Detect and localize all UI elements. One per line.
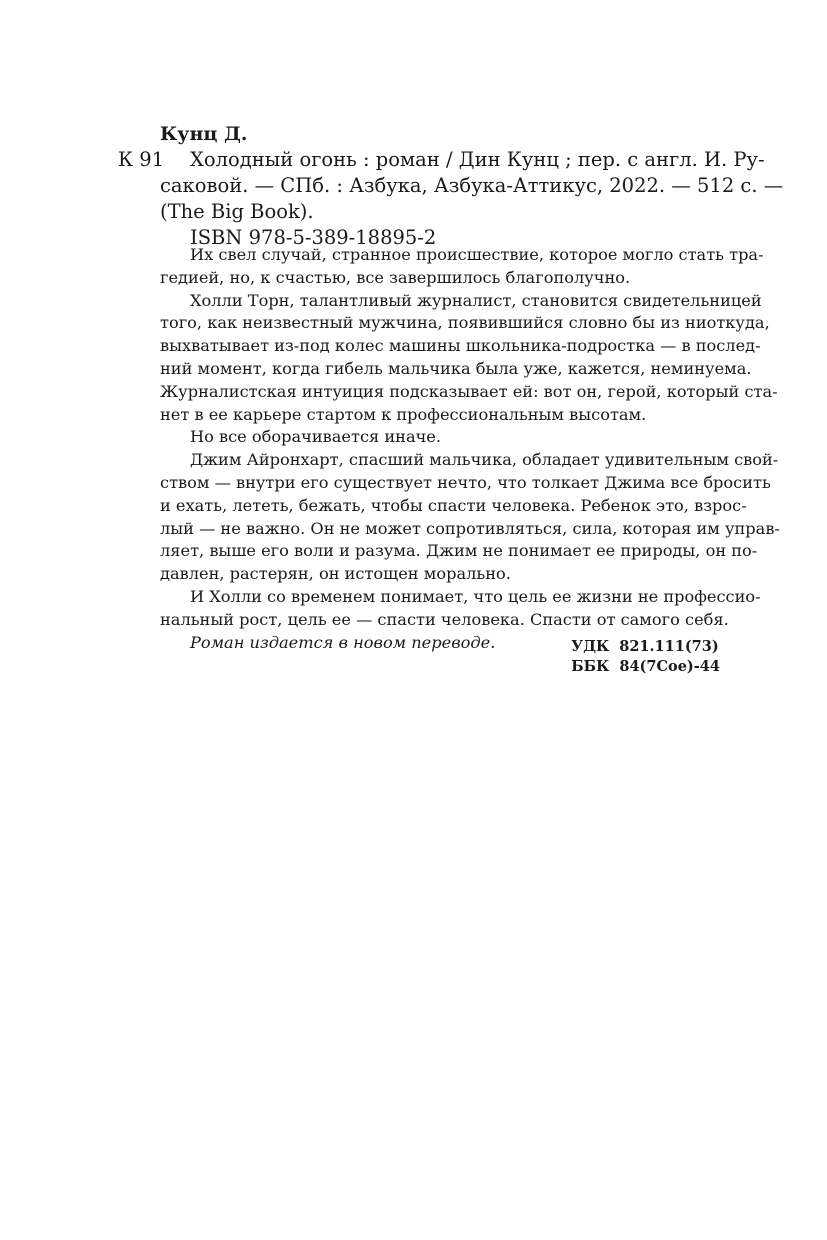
- annotation-line: того, как неизвестный мужчина, появившийся словно бы из ниоткуда,: [160, 313, 770, 333]
- annotation-line: И Холли со временем понимает, что цель ее жизни не профессио-: [190, 586, 761, 606]
- annotation-line: Холли Торн, талантливый журналист, становится свидетельницей: [190, 290, 762, 310]
- author-mark: К 91: [118, 148, 165, 171]
- annotation: [160, 244, 780, 654]
- annotation-line: и ехать, лететь, бежать, чтобы спасти человека. Ребенок это, взрос-: [160, 495, 747, 515]
- bbk-code: ББК 84(7Сое)-44: [571, 658, 720, 675]
- annotation-line: лый — не важно. Он не может сопротивляться, сила, которая им управ-: [160, 518, 780, 538]
- annotation-line: давлен, растерян, он истощен морально.: [160, 564, 511, 584]
- annotation-line: Но все оборачивается иначе.: [190, 427, 442, 447]
- bib-line: Холодный огонь : роман / Дин Кунц ; пер. с англ. И. Ру-: [190, 148, 765, 171]
- annotation-line: Их свел случай, странное происшествие, которое могло стать тра-: [190, 245, 764, 264]
- annotation-line: нальный рост, цель ее — спасти человека. Спасти от самого себя.: [160, 609, 729, 629]
- bib-line: саковой. — СПб. : Азбука, Азбука-Аттикус, 2022. — 512 с. —: [160, 174, 784, 197]
- isbn: ISBN 978-5-389-18895-2: [190, 226, 437, 249]
- annotation-line: Джим Айронхарт, спасший мальчика, обладает удивительным свой-: [190, 450, 779, 470]
- annotation-line: ний момент, когда гибель мальчика была уже, кажется, неминуема.: [160, 358, 752, 378]
- bib-line: (The Big Book).: [160, 200, 314, 223]
- classification-codes: [571, 637, 720, 677]
- udk-code: УДК 821.111(73): [571, 638, 719, 655]
- translation-note: Роман издается в новом переводе.: [190, 632, 496, 652]
- annotation-line: гедией, но, к счастью, все завершилось благополучно.: [160, 267, 631, 287]
- annotation-line: выхватывает из-под колес машины школьника-подростка — в послед-: [160, 336, 761, 356]
- bibliographic-description: [160, 147, 784, 225]
- annotation-line: нет в ее карьере стартом к профессиональным высотам.: [160, 404, 647, 424]
- annotation-line: ляет, выше его воли и разума. Джим не понимает ее природы, он по-: [160, 541, 758, 561]
- annotation-line: ством — внутри его существует нечто, что толкает Джима все бросить: [160, 472, 771, 492]
- annotation-line: Журналистская интуиция подсказывает ей: вот он, герой, который ста-: [160, 381, 778, 401]
- author-heading: Кунц Д.: [160, 123, 248, 145]
